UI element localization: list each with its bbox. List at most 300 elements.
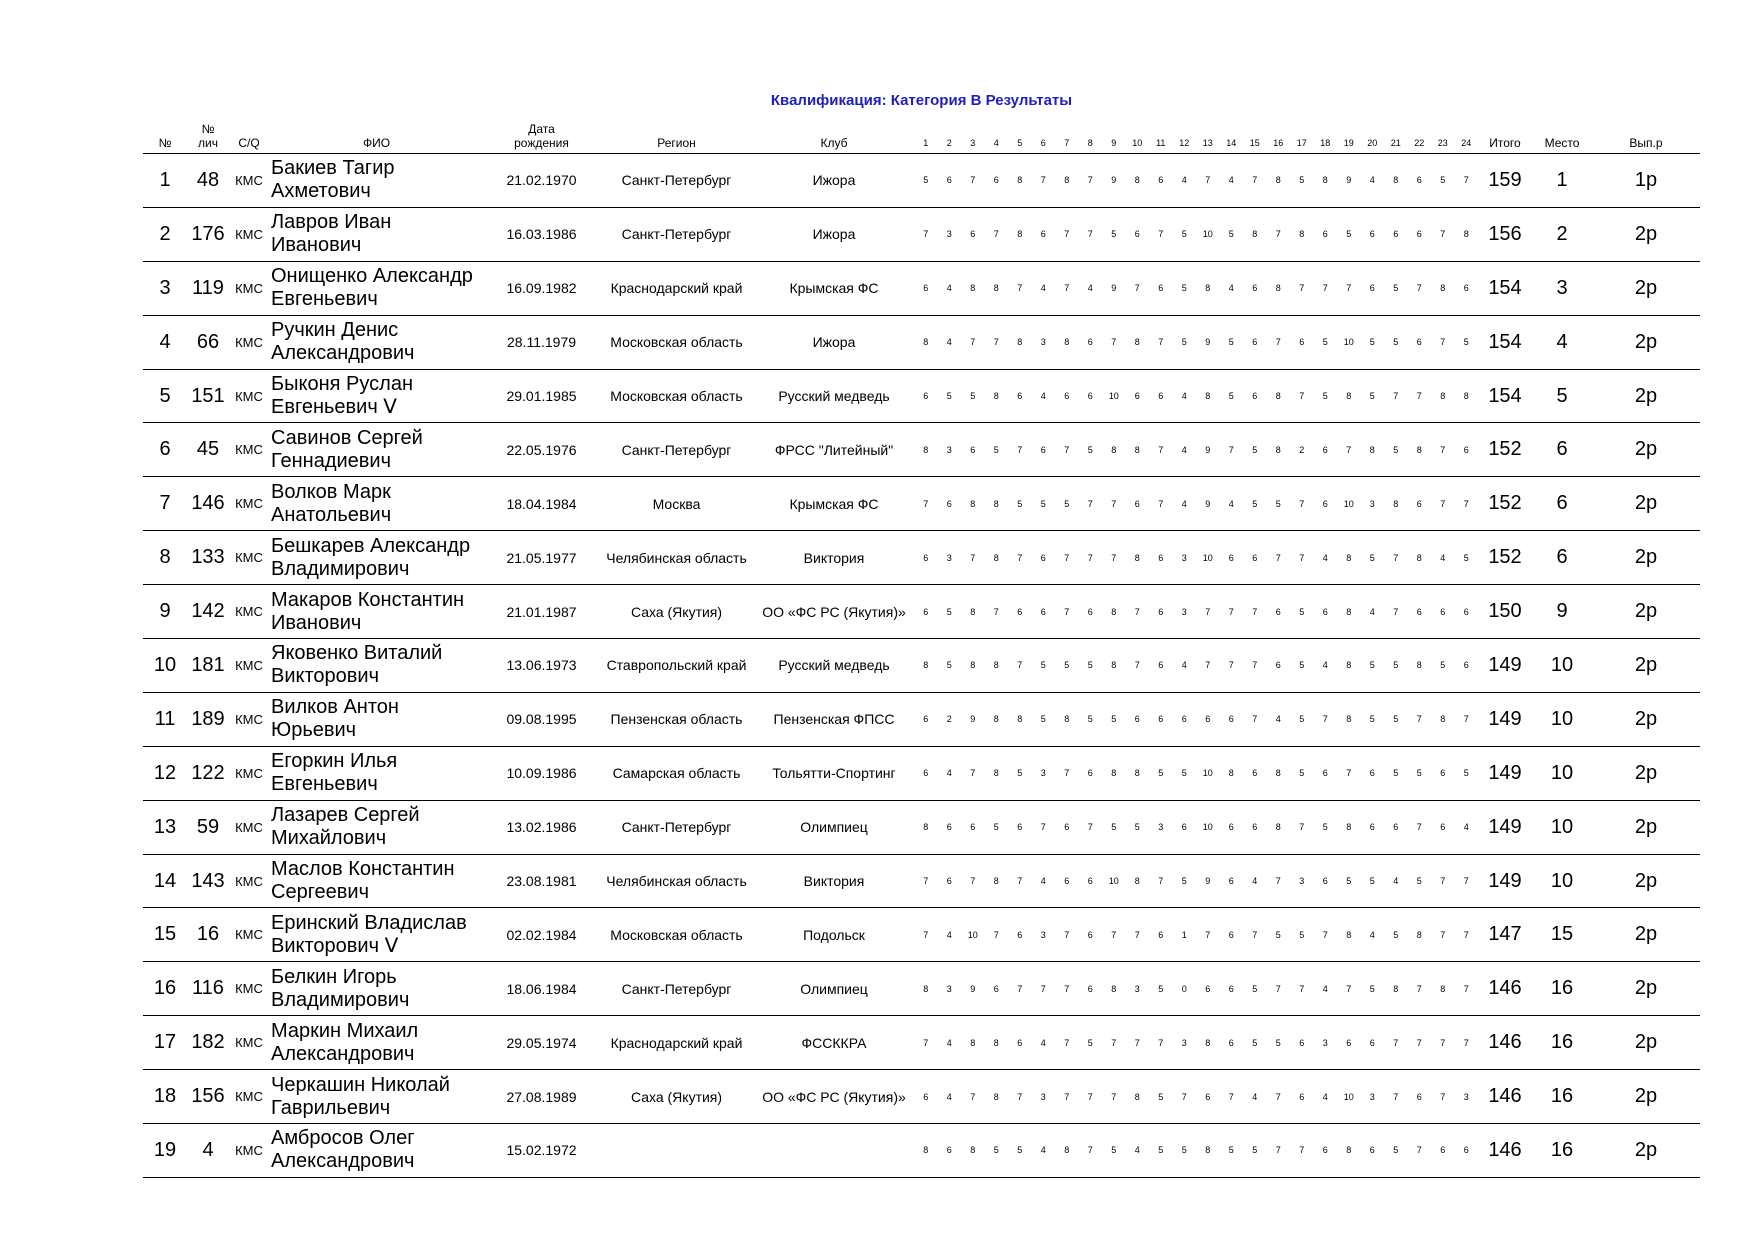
series-score: 8	[1126, 1070, 1150, 1124]
row-number: 1	[143, 154, 187, 208]
series-score: 7	[1408, 692, 1432, 746]
series-score: 5	[961, 369, 985, 423]
series-score: 5	[1102, 800, 1126, 854]
total-score: 154	[1478, 369, 1532, 423]
series-score: 7	[914, 477, 938, 531]
rank-achieved: 2р	[1592, 639, 1700, 693]
series-score: 6	[938, 854, 962, 908]
birth-date: 13.06.1973	[484, 639, 599, 693]
place: 10	[1532, 854, 1592, 908]
series-score: 8	[1408, 531, 1432, 585]
series-score: 3	[1032, 315, 1056, 369]
table-row	[143, 1016, 1700, 1070]
birth-date: 28.11.1979	[484, 315, 599, 369]
series-score: 5	[1149, 746, 1173, 800]
series-score: 7	[1337, 261, 1361, 315]
row-number: 8	[143, 531, 187, 585]
series-score: 5	[1361, 369, 1385, 423]
series-score: 5	[1408, 854, 1432, 908]
series-score: 7	[1408, 962, 1432, 1016]
athlete-name: Маслов Константин Сергеевич	[269, 854, 484, 908]
series-score: 10	[1337, 315, 1361, 369]
series-score: 5	[1455, 531, 1479, 585]
series-score: 8	[1196, 1124, 1220, 1178]
club: ОО «ФС РС (Якутия)»	[754, 585, 914, 639]
region: Саха (Якутия)	[599, 585, 754, 639]
series-score: 9	[1196, 854, 1220, 908]
header-num: №	[143, 114, 187, 154]
row-lich-number: 146	[187, 477, 229, 531]
header-club: Клуб	[754, 114, 914, 154]
series-score: 8	[1267, 154, 1291, 208]
rank-achieved: 2р	[1592, 1016, 1700, 1070]
series-score: 3	[1455, 1070, 1479, 1124]
series-score: 4	[1267, 692, 1291, 746]
series-score: 10	[1196, 531, 1220, 585]
region: Санкт-Петербург	[599, 962, 754, 1016]
series-score: 6	[1455, 261, 1479, 315]
series-score: 6	[1243, 369, 1267, 423]
series-score: 7	[1337, 746, 1361, 800]
series-score: 7	[1196, 639, 1220, 693]
row-lich-number: 156	[187, 1070, 229, 1124]
place: 16	[1532, 962, 1592, 1016]
row-lich-number: 122	[187, 746, 229, 800]
series-score: 10	[961, 908, 985, 962]
region: Санкт-Петербург	[599, 800, 754, 854]
series-score: 6	[914, 1070, 938, 1124]
series-score: 5	[1384, 908, 1408, 962]
series-score: 5	[1384, 746, 1408, 800]
series-score: 8	[985, 746, 1009, 800]
rank-achieved: 2р	[1592, 746, 1700, 800]
place: 2	[1532, 207, 1592, 261]
series-score: 6	[1196, 1070, 1220, 1124]
row-lich-number: 59	[187, 800, 229, 854]
birth-date: 10.09.1986	[484, 746, 599, 800]
series-score: 6	[1079, 962, 1103, 1016]
series-score: 8	[1008, 154, 1032, 208]
series-score: 6	[1220, 1016, 1244, 1070]
series-score: 6	[1314, 746, 1338, 800]
total-score: 154	[1478, 261, 1532, 315]
series-score: 5	[1290, 746, 1314, 800]
series-score: 4	[1243, 1070, 1267, 1124]
series-score: 5	[1243, 1016, 1267, 1070]
table-row	[143, 1070, 1700, 1124]
series-score: 7	[1267, 854, 1291, 908]
series-score: 5	[1384, 423, 1408, 477]
rank-achieved: 2р	[1592, 1070, 1700, 1124]
series-score: 7	[1455, 962, 1479, 1016]
row-cq: КМС	[229, 962, 269, 1016]
series-score: 6	[1220, 908, 1244, 962]
series-score: 7	[1055, 1070, 1079, 1124]
series-score: 7	[1314, 261, 1338, 315]
series-score: 7	[1314, 692, 1338, 746]
series-score: 6	[1149, 531, 1173, 585]
place: 6	[1532, 477, 1592, 531]
birth-date: 22.05.1976	[484, 423, 599, 477]
series-score: 7	[1431, 315, 1455, 369]
series-score: 7	[1290, 477, 1314, 531]
region: Санкт-Петербург	[599, 154, 754, 208]
series-score: 6	[1079, 369, 1103, 423]
total-score: 149	[1478, 800, 1532, 854]
series-score: 4	[1032, 369, 1056, 423]
series-score: 7	[914, 854, 938, 908]
series-score: 7	[1290, 962, 1314, 1016]
series-score: 1	[1173, 908, 1197, 962]
series-score: 5	[1243, 962, 1267, 1016]
series-score: 7	[961, 746, 985, 800]
series-score: 8	[1384, 154, 1408, 208]
row-number: 13	[143, 800, 187, 854]
series-score: 7	[1431, 423, 1455, 477]
series-score: 6	[938, 800, 962, 854]
series-score: 8	[1055, 315, 1079, 369]
header-series-6: 6	[1032, 114, 1056, 154]
series-score: 4	[1173, 477, 1197, 531]
series-score: 5	[1314, 369, 1338, 423]
series-score: 10	[1102, 854, 1126, 908]
series-score: 8	[1102, 639, 1126, 693]
series-score: 7	[1008, 1070, 1032, 1124]
series-score: 6	[1055, 800, 1079, 854]
rank-achieved: 1р	[1592, 154, 1700, 208]
series-score: 7	[1290, 369, 1314, 423]
series-score: 5	[938, 585, 962, 639]
series-score: 6	[1408, 315, 1432, 369]
series-score: 4	[1220, 261, 1244, 315]
series-score: 7	[1008, 531, 1032, 585]
club: ФССККРА	[754, 1016, 914, 1070]
region: Санкт-Петербург	[599, 207, 754, 261]
row-number: 9	[143, 585, 187, 639]
series-score: 8	[1055, 154, 1079, 208]
series-score: 5	[1384, 692, 1408, 746]
place: 5	[1532, 369, 1592, 423]
region: Московская область	[599, 369, 754, 423]
table-row	[143, 908, 1700, 962]
series-score: 3	[938, 423, 962, 477]
row-lich-number: 133	[187, 531, 229, 585]
series-score: 7	[1267, 1070, 1291, 1124]
series-score: 7	[1243, 585, 1267, 639]
table-row	[143, 369, 1700, 423]
series-score: 7	[1267, 315, 1291, 369]
row-number: 18	[143, 1070, 187, 1124]
series-score: 8	[1384, 477, 1408, 531]
series-score: 8	[1126, 315, 1150, 369]
total-score: 150	[1478, 585, 1532, 639]
series-score: 4	[1361, 585, 1385, 639]
series-score: 6	[914, 369, 938, 423]
athlete-name: Вилков Антон Юрьевич	[269, 692, 484, 746]
series-score: 7	[1079, 1124, 1103, 1178]
series-score: 4	[1173, 369, 1197, 423]
series-score: 5	[1267, 1016, 1291, 1070]
series-score: 6	[914, 692, 938, 746]
series-score: 8	[1267, 423, 1291, 477]
series-score: 3	[1361, 477, 1385, 531]
row-lich-number: 119	[187, 261, 229, 315]
club: Олимпиец	[754, 962, 914, 1016]
header-series-5: 5	[1008, 114, 1032, 154]
series-score: 7	[1055, 585, 1079, 639]
table-row	[143, 639, 1700, 693]
series-score: 8	[1196, 1016, 1220, 1070]
header-series-16: 16	[1267, 114, 1291, 154]
series-score: 7	[1455, 854, 1479, 908]
series-score: 7	[1267, 1124, 1291, 1178]
place: 3	[1532, 261, 1592, 315]
row-cq: КМС	[229, 154, 269, 208]
series-score: 7	[961, 315, 985, 369]
series-score: 8	[1455, 207, 1479, 261]
series-score: 2	[1290, 423, 1314, 477]
header-series-12: 12	[1173, 114, 1197, 154]
header-series-20: 20	[1361, 114, 1385, 154]
series-score: 7	[1032, 962, 1056, 1016]
series-score: 5	[1079, 639, 1103, 693]
series-score: 6	[1408, 1070, 1432, 1124]
series-score: 4	[1173, 154, 1197, 208]
series-score: 5	[1290, 908, 1314, 962]
series-score: 7	[1314, 908, 1338, 962]
series-score: 8	[1267, 261, 1291, 315]
series-score: 8	[985, 261, 1009, 315]
birth-date: 23.08.1981	[484, 854, 599, 908]
row-number: 16	[143, 962, 187, 1016]
series-score: 6	[1314, 1124, 1338, 1178]
row-cq: КМС	[229, 908, 269, 962]
series-score: 9	[1337, 154, 1361, 208]
club: Ижора	[754, 315, 914, 369]
series-score: 6	[1455, 639, 1479, 693]
series-score: 4	[938, 1070, 962, 1124]
header-series-3: 3	[961, 114, 985, 154]
region: Краснодарский край	[599, 1016, 754, 1070]
region	[599, 1124, 754, 1178]
series-score: 4	[1220, 154, 1244, 208]
series-score: 10	[1196, 207, 1220, 261]
series-score: 7	[1102, 908, 1126, 962]
series-score: 7	[1220, 423, 1244, 477]
header-lich: № лич	[187, 114, 229, 154]
series-score: 3	[1173, 531, 1197, 585]
total-score: 154	[1478, 315, 1532, 369]
table-row	[143, 854, 1700, 908]
row-lich-number: 176	[187, 207, 229, 261]
header-series-14: 14	[1220, 114, 1244, 154]
total-score: 152	[1478, 531, 1532, 585]
series-score: 7	[914, 207, 938, 261]
series-score: 8	[1431, 369, 1455, 423]
series-score: 7	[1126, 639, 1150, 693]
series-score: 8	[985, 692, 1009, 746]
header-series-11: 11	[1149, 114, 1173, 154]
series-score: 6	[1290, 1070, 1314, 1124]
series-score: 4	[1243, 854, 1267, 908]
series-score: 5	[1408, 746, 1432, 800]
series-score: 8	[961, 477, 985, 531]
series-score: 7	[1126, 908, 1150, 962]
series-score: 4	[1126, 1124, 1150, 1178]
series-score: 8	[1408, 908, 1432, 962]
series-score: 7	[1102, 1070, 1126, 1124]
series-score: 7	[1055, 962, 1079, 1016]
series-score: 6	[1361, 746, 1385, 800]
place: 4	[1532, 315, 1592, 369]
row-number: 15	[143, 908, 187, 962]
series-score: 5	[1220, 207, 1244, 261]
table-row	[143, 585, 1700, 639]
series-score: 6	[1079, 585, 1103, 639]
series-score: 4	[1314, 639, 1338, 693]
series-score: 10	[1196, 800, 1220, 854]
series-score: 3	[1032, 1070, 1056, 1124]
series-score: 6	[1314, 423, 1338, 477]
series-score: 6	[1243, 531, 1267, 585]
series-score: 6	[1361, 1016, 1385, 1070]
series-score: 6	[914, 531, 938, 585]
place: 6	[1532, 423, 1592, 477]
series-score: 7	[1408, 1016, 1432, 1070]
series-score: 4	[1032, 261, 1056, 315]
rank-achieved: 2р	[1592, 531, 1700, 585]
series-score: 7	[1055, 746, 1079, 800]
series-score: 7	[1243, 908, 1267, 962]
row-cq: КМС	[229, 477, 269, 531]
series-score: 6	[1361, 261, 1385, 315]
header-fio: ФИО	[269, 114, 484, 154]
series-score: 6	[1408, 477, 1432, 531]
series-score: 4	[938, 1016, 962, 1070]
series-score: 7	[1149, 854, 1173, 908]
series-score: 6	[1431, 585, 1455, 639]
series-score: 7	[1337, 423, 1361, 477]
birth-date: 21.02.1970	[484, 154, 599, 208]
series-score: 10	[1102, 369, 1126, 423]
series-score: 3	[1314, 1016, 1338, 1070]
series-score: 8	[1431, 261, 1455, 315]
series-score: 9	[1102, 261, 1126, 315]
series-score: 5	[1290, 585, 1314, 639]
athlete-name: Бакиев Тагир Ахметович	[269, 154, 484, 208]
series-score: 6	[961, 800, 985, 854]
series-score: 7	[1455, 1016, 1479, 1070]
header-series-24: 24	[1455, 114, 1479, 154]
series-score: 6	[1431, 800, 1455, 854]
athlete-name: Лазарев Сергей Михайлович	[269, 800, 484, 854]
series-score: 8	[914, 423, 938, 477]
series-score: 4	[1079, 261, 1103, 315]
total-score: 146	[1478, 962, 1532, 1016]
club: ФРСС "Литейный"	[754, 423, 914, 477]
row-lich-number: 116	[187, 962, 229, 1016]
birth-date: 13.02.1986	[484, 800, 599, 854]
rank-achieved: 2р	[1592, 261, 1700, 315]
header-series-23: 23	[1431, 114, 1455, 154]
total-score: 149	[1478, 639, 1532, 693]
series-score: 5	[1384, 639, 1408, 693]
series-score: 7	[1055, 261, 1079, 315]
total-score: 152	[1478, 423, 1532, 477]
series-score: 5	[1126, 800, 1150, 854]
birth-date: 21.01.1987	[484, 585, 599, 639]
series-score: 5	[1079, 423, 1103, 477]
series-score: 7	[985, 315, 1009, 369]
series-score: 7	[1079, 531, 1103, 585]
region: Ставропольский край	[599, 639, 754, 693]
table-row	[143, 692, 1700, 746]
header-series-7: 7	[1055, 114, 1079, 154]
series-score: 4	[938, 315, 962, 369]
series-score: 4	[1314, 962, 1338, 1016]
table-row	[143, 1124, 1700, 1178]
header-series-1: 1	[914, 114, 938, 154]
series-score: 6	[1431, 746, 1455, 800]
series-score: 6	[1008, 585, 1032, 639]
series-score: 5	[1032, 692, 1056, 746]
row-cq: КМС	[229, 800, 269, 854]
series-score: 8	[1126, 746, 1150, 800]
row-cq: КМС	[229, 1016, 269, 1070]
series-score: 5	[1384, 1124, 1408, 1178]
series-score: 7	[1055, 207, 1079, 261]
series-score: 4	[1220, 477, 1244, 531]
series-score: 8	[1126, 854, 1150, 908]
series-score: 8	[1267, 800, 1291, 854]
place: 15	[1532, 908, 1592, 962]
row-number: 11	[143, 692, 187, 746]
series-score: 7	[1384, 531, 1408, 585]
series-score: 2	[938, 692, 962, 746]
series-score: 3	[1032, 746, 1056, 800]
series-score: 3	[938, 207, 962, 261]
series-score: 7	[1267, 962, 1291, 1016]
series-score: 8	[1008, 207, 1032, 261]
series-score: 8	[1431, 692, 1455, 746]
page-title: Квалификация: Категория В Результаты	[770, 92, 1073, 109]
series-score: 5	[1384, 261, 1408, 315]
series-score: 7	[1149, 477, 1173, 531]
series-score: 6	[1079, 854, 1103, 908]
series-score: 10	[1337, 1070, 1361, 1124]
club: Ижора	[754, 207, 914, 261]
series-score: 5	[938, 639, 962, 693]
rank-achieved: 2р	[1592, 423, 1700, 477]
place: 16	[1532, 1070, 1592, 1124]
series-score: 6	[938, 477, 962, 531]
series-score: 5	[1337, 207, 1361, 261]
rank-achieved: 2р	[1592, 315, 1700, 369]
series-score: 7	[1102, 315, 1126, 369]
results-body	[143, 154, 1700, 1178]
club: Виктория	[754, 854, 914, 908]
series-score: 7	[1008, 639, 1032, 693]
series-score: 7	[1102, 477, 1126, 531]
series-score: 6	[1126, 207, 1150, 261]
series-score: 5	[1290, 154, 1314, 208]
table-row	[143, 207, 1700, 261]
series-score: 7	[1126, 585, 1150, 639]
series-score: 6	[961, 423, 985, 477]
series-score: 5	[1361, 692, 1385, 746]
series-score: 5	[1361, 531, 1385, 585]
series-score: 6	[1055, 369, 1079, 423]
